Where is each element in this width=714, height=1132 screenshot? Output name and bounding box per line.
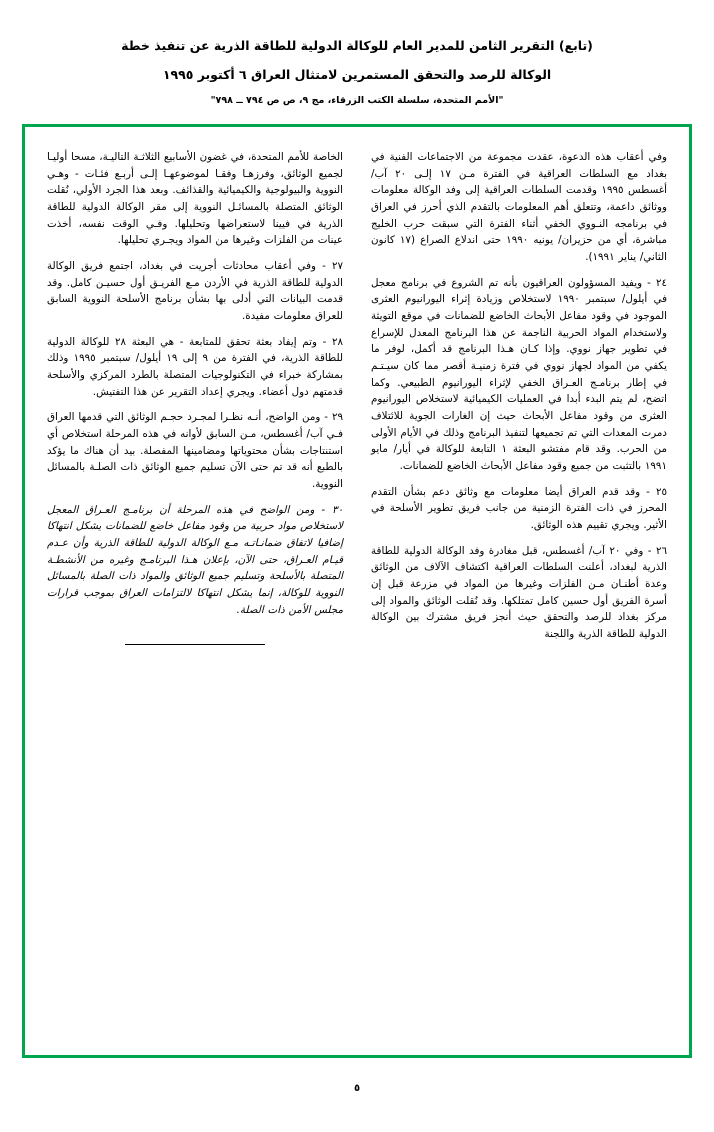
column-right bbox=[371, 149, 667, 652]
text-columns bbox=[47, 149, 667, 652]
section-divider bbox=[125, 644, 265, 645]
column-left bbox=[47, 149, 343, 652]
paragraph: ٢٤ - ويفيد المسؤولون العراقيون بأنه تم الشروع في برنامج معجل في أيلول/ سبتمبر ١٩٩٠ لاستخلاص وزيادة إثراء اليورانيوم العثرى الموجود في وقود مفاعل الأبحاث الخاضع للضمانات في موقع التويثة ولاستخدام المواد الحربية الناجمة عن هذا البرنامج المعدل للإسراع في تطوير جهاز نووي. وإذا كـان هـذا البرنامج قد أكمل، لوفر ما يكفي من المواد لجهاز نووي في فترة زمنيـة أقصر مما كان سيـتـم في إطار برنامـج العـراق الخفي لإثراء اليورانيوم الطبيعي. وكما اتضح، لم يتم البدء أبدا في العمليات الكيميائية لاستخلاص اليورانيوم العثرى من وقود مفاعل الأبحاث حيث إن الغارات الجوية للائتلاف دمرت المعدات التي تم تجميعها لتنفيذ البرنامج وذلك في الأيام الأولى من الحرب. وقد قام مفتشو البعثة ١ التابعة للوكالة في أيار/ مايو ١٩٩١ بالتثبت من جميع وقود مفاعل الأبحاث الخاضع للضمانات. bbox=[371, 276, 667, 473]
paragraph: الخاصة للأمم المتحدة، في غضون الأسابيع الثلاثـة التاليـة، مسحا أوليـا لجميع الوثائق، وفرزهـا وفقـا لموضوعهـا إلـى أربـع فئـات - وهـي النووية والبيولوجية والكيميائية والقذائف. وبعد هذا الجرد الأولي، نُقلت الوثائق المتصلة بالمسائـل النووية إلى مقر الوكالة الدولية للطاقة الذرية في فيينا لاستعراضها وتحليلها. وفـي الوقت نفسه، أخذت عينات من الفلزات وغيرها من المواد ويجـري تحليلها. bbox=[47, 151, 343, 247]
page-title-line-1: (تابع) التقرير الثامن للمدير العام للوكالة الدولية للطاقة الذرية عن تنفيذ خطة bbox=[121, 38, 593, 53]
page-title-line-2: الوكالة للرصد والتحقق المستمرين لامتثال العراق ٦ أكتوبر ١٩٩٥ bbox=[162, 67, 552, 83]
paragraph: ٢٦ - وفي ٢٠ آب/ أغسطس، قبل مغادرة وفد الوكالة الدولية للطاقة الذرية لبغداد، أعلنت السلطات العراقية اكتشاف الآلاف من الوثائق وعدة أطنـان مـن الفلزات وغيرها من المواد في مزرعة قبل إن أسرة الفريق أول حسين كامل تمتلكها. وقد نُقلت الوثائق والمواد إلى مركز بغداد للرصد والتحقق حيث أنجز فريق مشترك بين الوكالة الدولية للطاقة الذرية واللجنة bbox=[371, 544, 667, 641]
paragraph: ٣٠ - ومن الواضح في هذه المرحلة أن برنامـج العـراق المعجل لاستخلاص مواد حربية من وقود مفاعل خاضع للضمانات يشكل انتهاكا إضافيا لاتفاق ضمانـاتـه مـع الوكالة الدولية للطاقة الذرية وأن عـدم قيـام العـراق، حتى الآن، بإعلان هـذا البرنامـج وغيره من الأنشطـة المتصلة بالأسلحة وتسليم جميع الوثائق والمواد ذات الصلة بالمسائل النووية للوكالة، إنما يشكل انتهاكا لالتزامات العراق بموجب قرارات مجلس الأمن ذات الصلة. bbox=[47, 503, 343, 616]
page-number: ٥ bbox=[353, 1083, 361, 1094]
paragraph: وفي أعقاب هذه الدعوة، عقدت مجموعة من الاجتماعات الفنية في بغداد مع السلطات العراقية في الفترة مـن ١٧ إلـى ٢٠ آب/ أغسطس ١٩٩٥ وقدمت السلطات العراقية إلى وفد الوكالة معلومات ووثائق داعمة، وتتعلق أهم المعلومات بالتقدم الذي أحرز في العراق في برنامجه النـووي الخفي أثناء الفترة التي سبقت حرب الخليج مباشرة، أي من حزيران/ يونيه ١٩٩٠ حتى اندلاع الصراع (١٧ كانون الثاني/ يناير ١٩٩١). bbox=[371, 151, 667, 264]
source-citation: "الأمم المتحدة، سلسلة الكتب الزرقاء، مج ٩، ص ص ٧٩٤ ــ ٧٩٨" bbox=[210, 94, 504, 106]
paragraph: ٢٩ - ومن الواضح، أنـه نظـرا لمجـرد حجـم الوثائق التي قدمها العراق فـي آب/ أغسطس، مـن السابق لأوانه في هذه المرحلة استخلاص أي استنتاجات بشأن محتوياتها ومضامينها المفصلة. بيد أن هناك ما يؤكد بالطبع أنه قد تم حتى الآن تسليم جميع الوثائق ذات الصلـة بالمسائل النووية. bbox=[47, 411, 343, 491]
document-header bbox=[60, 36, 654, 108]
paragraph: ٢٧ - وفي أعقاب محادثات أجريت في بغداد، اجتمع فريق الوكالة الدولية للطاقة الذرية في الأردن مـع الفريـق أول حسيـن كامل. وقد قدمت البيانات التي أدلى بها بشأن برنامج الأسلحة النووية السابق للعراق معلومات مفيدة. bbox=[47, 260, 343, 323]
paragraph: ٢٥ - وقد قدم العراق أيضا معلومات مع وثائق دعم بشأن التقدم المحرز في ذات الفترة الزمنية من جانب فريق تطوير الأسلحة في الأثير. ويجري تقييم هذه الوثائق. bbox=[371, 485, 667, 532]
content-frame bbox=[22, 124, 692, 1058]
paragraph: ٢٨ - وتم إيفاد بعثة تحقق للمتابعة - هي البعثة ٢٨ للوكالة الدولية للطاقة الذرية، في الفترة من ٩ إلى ١٩ أيلول/ سبتمبر ١٩٩٥ وذلك بمشاركة خبراء في التكنولوجيات المتصلة بالطرد المركزي والأسلحة قدمتهم دول أعضاء. ويجري إعداد التقرير عن هذا التفتيش. bbox=[47, 335, 344, 398]
content-frame-inner bbox=[25, 127, 689, 1055]
